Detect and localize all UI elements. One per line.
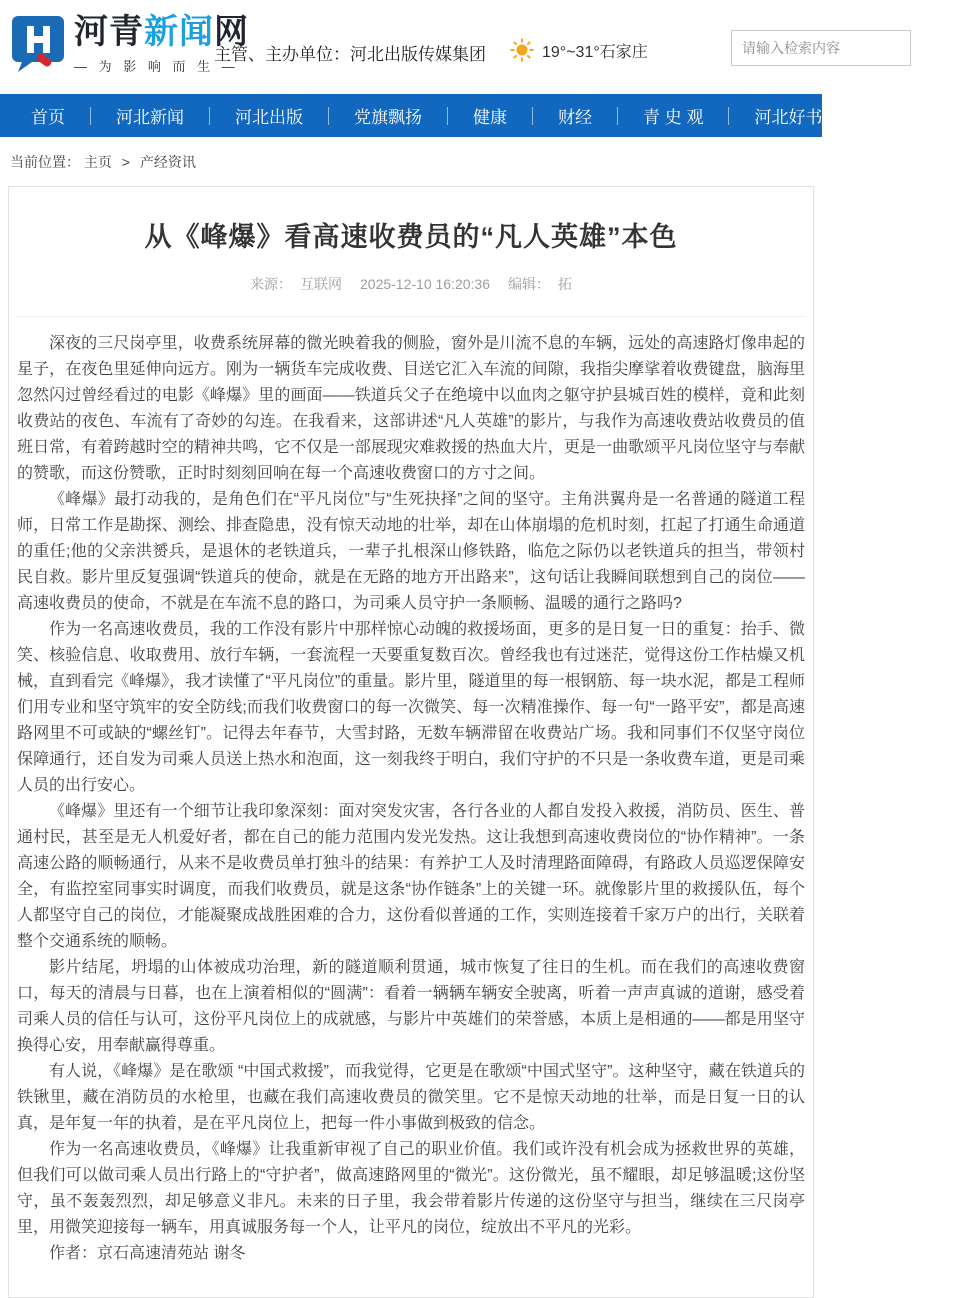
article-container bbox=[8, 186, 814, 1298]
article-body bbox=[17, 331, 805, 1267]
breadcrumb-label: 当前位置： bbox=[10, 154, 80, 170]
nav-item-history-view[interactable]: 青 史 观 bbox=[643, 108, 704, 127]
logo-part-1: 河青 bbox=[74, 13, 144, 51]
nav-item-health[interactable]: 健康 bbox=[473, 108, 507, 127]
article-paragraph-4: 《峰爆》里还有一个细节让我印象深刻：面对突发灾害，各行各业的人都自发投入救援，消防员、医生、普通村民，甚至是无人机爱好者，都在自己的能力范围内发光发热。这让我想到高速收费岗位的“协作精神”。一条高速公路的顺畅通行，从来不是收费员单打独斗的结果：有养护工人及时清理路面障碍，有路政人员巡逻保障安全，有监控室同事实时调度，而我们收费员，就是这条“协作链条”上的关键一环。就像影片里的救援队伍，每个人都坚守自己的岗位，才能凝聚成战胜困难的合力，这份看似普通的工作，实则连接着千家万户的出行，关联着整个交通系统的顺畅。 bbox=[17, 803, 805, 950]
nav-item-hebei-books[interactable]: 河北好书 bbox=[754, 108, 823, 127]
article-paragraph-7: 作为一名高速收费员，《峰爆》让我重新审视了自己的职业价值。我们或许没有机会成为拯救世界的英雄，但我们可以做司乘人员出行路上的“守护者”，做高速路网里的“微光”。这份微光，虽不耀眼，却足够温暖;这份坚守，虽不轰轰烈烈，却足够意义非凡。未来的日子里，我会带着影片传递的这份坚守与担当，继续在三尺岗亭里，用微笑迎接每一辆车，用真诚服务每一个人，让平凡的岗位，绽放出不平凡的光彩。 bbox=[17, 1141, 805, 1236]
article-title: 从《峰爆》看高速收费员的“凡人英雄”本色 bbox=[144, 222, 678, 252]
nav-item-rumor-refutation[interactable]: 全民辟谣 bbox=[873, 108, 942, 127]
weather-text: 19°~31°石家庄 bbox=[542, 43, 648, 61]
search-input[interactable] bbox=[731, 30, 911, 66]
article-meta bbox=[17, 274, 805, 317]
logo-part-2: 新闻 bbox=[144, 13, 214, 51]
logo-icon bbox=[10, 12, 68, 78]
article-paragraph-2: 《峰爆》最打动我的，是角色们在“平凡岗位”与“生死抉择”之间的坚守。主角洪翼舟是一名普通的隧道工程师，日常工作是勘探、测绘、排查隐患，没有惊天动地的壮举，却在山体崩塌的危机时刻，扛起了打通生命通道的重任;他的父亲洪赟兵，是退休的老铁道兵，一辈子扎根深山修铁路，临危之际仍以老铁道兵的担当，带领村民自救。影片里反复强调“铁道兵的使命，就是在无路的地方开出路来”，这句话让我瞬间联想到自己的岗位——高速收费员的使命，不就是在车流不息的路口，为司乘人员守护一条顺畅、温暖的通行之路吗? bbox=[17, 491, 805, 612]
breadcrumb-home[interactable]: 主页 bbox=[83, 154, 112, 170]
article-author: 作者：京石高速清苑站 谢冬 bbox=[49, 1245, 246, 1262]
nav-item-party-flag[interactable]: 党旗飘扬 bbox=[354, 108, 422, 127]
article-paragraph-3: 作为一名高速收费员，我的工作没有影片中那样惊心动魄的救援场面，更多的是日复一日的重复：抬手、微笑、核验信息、收取费用、放行车辆，一套流程一天要重复数百次。曾经我也有过迷茫，觉得这份工作枯燥又机械，直到看完《峰爆》，我才读懂了“平凡岗位”的重量。影片里，隧道里的每一根钢筋、每一块水泥，都是工程师们用专业和坚守筑牢的安全防线;而我们收费窗口的每一次微笑、每一次精准操作、每一句“一路平安”，都是高速路网里不可或缺的“螺丝钉”。记得去年春节，大雪封路，无数车辆滞留在收费站广场。我和同事们不仅坚守岗位保障通行，还自发为司乘人员送上热水和泡面，这一刻我终于明白，我们守护的不只是一条收费车道，更是司乘人员的出行安心。 bbox=[17, 621, 805, 794]
article-paragraph-1: 深夜的三尺岗亭里，收费系统屏幕的微光映着我的侧脸，窗外是川流不息的车辆，远处的高速路灯像串起的星子，在夜色里延伸向远方。刚为一辆货车完成收费、目送它汇入车流的间隙，我指尖摩挲着收费键盘，脑海里忽然闪过曾经看过的电影《峰爆》里的画面——铁道兵父子在绝境中以血肉之躯守护县城百姓的模样，竟和此刻收费站的夜色、车流有了奇妙的勾连。在我看来，这部讲述“凡人英雄”的影片，与我作为高速收费站收费员的值班日常，有着跨越时空的精神共鸣，它不仅是一部展现灾难救援的热血大片，更是一曲歌颂平凡岗位坚守与奉献的赞歌，而这份赞歌，正时时刻刻回响在每一个高速收费窗口的方寸之间。 bbox=[17, 335, 805, 482]
article-paragraph-5: 影片结尾，坍塌的山体被成功治理，新的隧道顺利贯通，城市恢复了往日的生机。而在我们的高速收费窗口，每天的清晨与日暮，也在上演着相似的“圆满”：看着一辆辆车辆安全驶离，听着一声声真诚的道谢，感受着司乘人员的信任与认可，这份平凡岗位上的成就感，与影片中英雄们的荣誉感，本质上是相通的——都是用坚守换得心安，用奉献赢得尊重。 bbox=[17, 959, 805, 1054]
site-header bbox=[0, 0, 822, 94]
meta-source-value: 互联网 bbox=[300, 276, 342, 292]
sponsor-text: 主管、主办单位：河北出版传媒集团 bbox=[214, 45, 486, 64]
nav-item-home[interactable]: 首页 bbox=[31, 108, 65, 127]
nav-item-finance[interactable]: 财经 bbox=[558, 108, 592, 127]
meta-editor-label: 编辑： bbox=[508, 276, 550, 292]
meta-editor-value: 拓 bbox=[558, 276, 572, 292]
main-nav bbox=[0, 94, 942, 137]
weather-widget bbox=[510, 38, 648, 62]
logo-part-3: 网 bbox=[214, 13, 249, 51]
breadcrumb-category: 产经资讯 bbox=[139, 154, 196, 170]
nav-item-hebei-news[interactable]: 河北新闻 bbox=[116, 108, 184, 127]
breadcrumb bbox=[0, 137, 822, 186]
meta-source-label: 来源： bbox=[250, 276, 292, 292]
meta-datetime: 2025-12-10 16:20:36 bbox=[360, 276, 490, 292]
breadcrumb-separator: > bbox=[121, 154, 130, 170]
article-paragraph-6: 有人说，《峰爆》是在歌颂 “中国式救援”，而我觉得，它更是在歌颂“中国式坚守”。这种坚守，藏在铁道兵的铁锹里，藏在消防员的水枪里，也藏在我们高速收费员的微笑里。它不是惊天动地的壮举，而是日复一日的认真，是年复一年的执着，是在平凡岗位上，把每一件小事做到极致的信念。 bbox=[17, 1063, 805, 1132]
nav-item-hebei-publishing[interactable]: 河北出版 bbox=[235, 108, 303, 127]
logo-tagline: — 为 影 响 而 生 — bbox=[74, 59, 239, 74]
sun-icon bbox=[510, 38, 534, 62]
